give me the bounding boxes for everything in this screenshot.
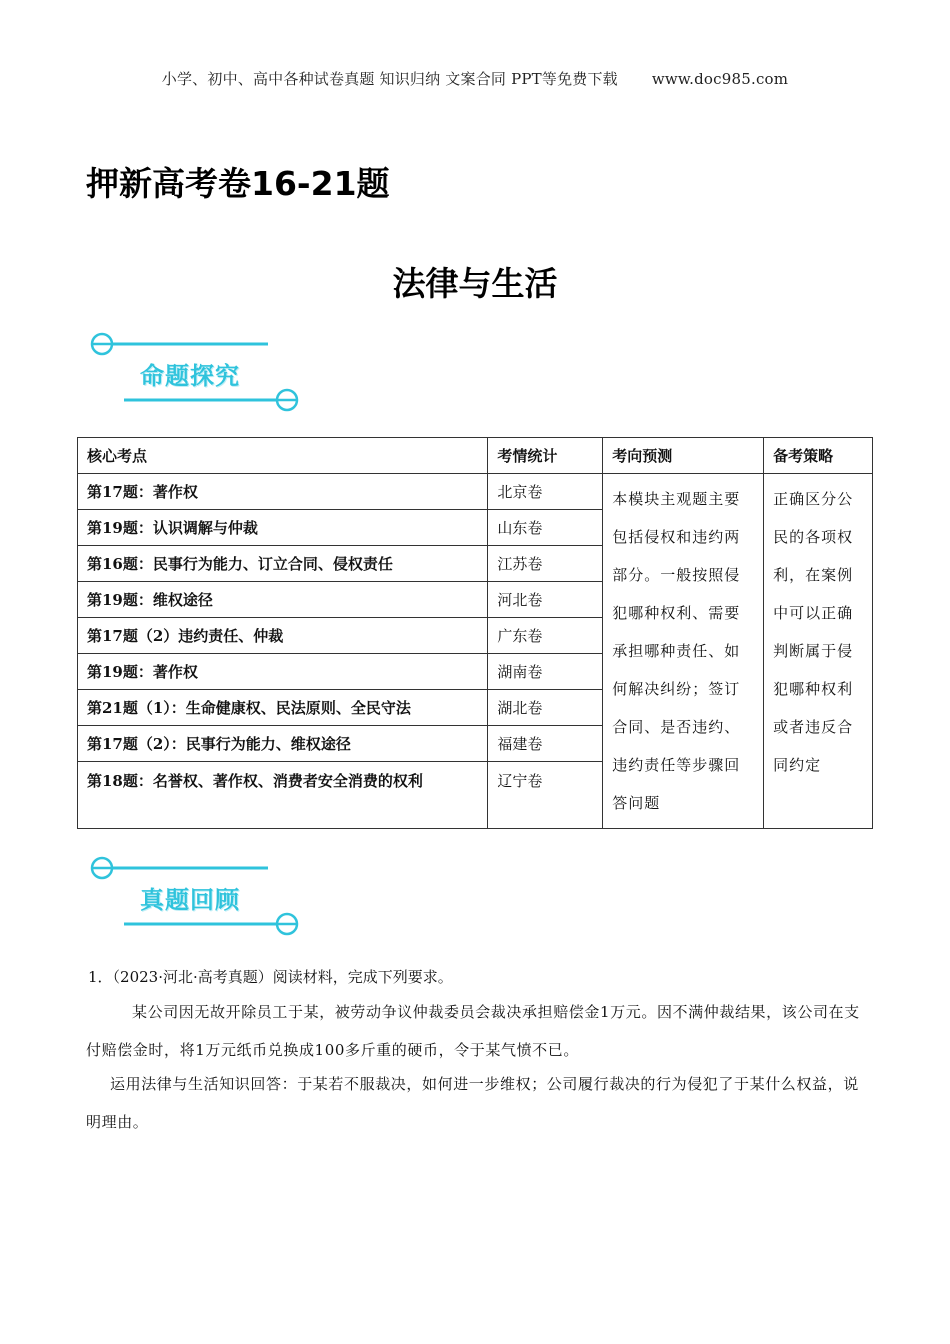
section-badge-review [88,850,308,940]
header-core-point: 核心考点 [78,438,488,474]
header-statistics: 考情统计 [488,438,603,474]
table-row [78,474,873,510]
source-cell: 山东卷 [488,510,603,546]
core-point-cell: 第16题：民事行为能力、订立合同、侵权责任 [78,546,488,582]
source-cell: 湖南卷 [488,654,603,690]
core-point-cell: 第19题：认识调解与仲裁 [78,510,488,546]
document-title: 押新高考卷16-21题 [86,164,390,203]
header-text: 小学、初中、高中各种试卷真题 知识归纳 文案合同 PPT等免费下载 [161,70,618,88]
core-point-cell: 第21题（1）：生命健康权、民法原则、全民守法 [78,690,488,726]
section-badge-exploration [88,326,308,416]
source-cell: 广东卷 [488,618,603,654]
section-title: 法律与生活 [392,264,558,303]
page-header [0,68,950,89]
strategy-cell: 正确区分公民的各项权利，在案例中可以正确判断属于侵犯哪种权利或者违反合同约定 [764,474,873,829]
source-cell: 江苏卷 [488,546,603,582]
table-header-row [78,438,873,474]
core-point-cell: 第19题：著作权 [78,654,488,690]
exam-analysis-table [77,437,873,829]
core-point-cell: 第19题：维权途径 [78,582,488,618]
badge-label: 命题探究 [140,362,240,390]
source-cell: 河北卷 [488,582,603,618]
core-point-cell: 第17题（2）违约责任、仲裁 [78,618,488,654]
forecast-cell: 本模块主观题主要包括侵权和违约两部分。一般按照侵犯哪种权利、需要承担哪种责任、如何解决纠纷；签订合同、是否违约、违约责任等步骤回答问题 [603,474,764,829]
header-forecast: 考向预测 [603,438,764,474]
source-cell: 辽宁卷 [488,762,603,829]
source-cell: 湖北卷 [488,690,603,726]
header-url[interactable]: www.doc985.com [651,70,789,88]
source-cell: 福建卷 [488,726,603,762]
question-material: 某公司因无故开除员工于某，被劳动争议仲裁委员会裁决承担赔偿金1万元。因不满仲裁结果，该公司在支付赔偿金时，将1万元纸币兑换成100多斤重的硬币，令于某气愤不已。 [86,1003,860,1059]
header-strategy: 备考策略 [764,438,873,474]
core-point-cell: 第17题：著作权 [78,474,488,510]
badge-label: 真题回顾 [140,886,240,914]
source-cell: 北京卷 [488,474,603,510]
question-heading: 1．（2023·河北·高考真题）阅读材料，完成下列要求。 [88,968,453,986]
core-point-cell: 第17题（2）：民事行为能力、维权途径 [78,726,488,762]
question-prompt: 运用法律与生活知识回答：于某若不服裁决，如何进一步维权；公司履行裁决的行为侵犯了于某什么权益，说明理由。 [86,1075,859,1131]
core-point-cell: 第18题：名誉权、著作权、消费者安全消费的权利 [78,762,488,829]
